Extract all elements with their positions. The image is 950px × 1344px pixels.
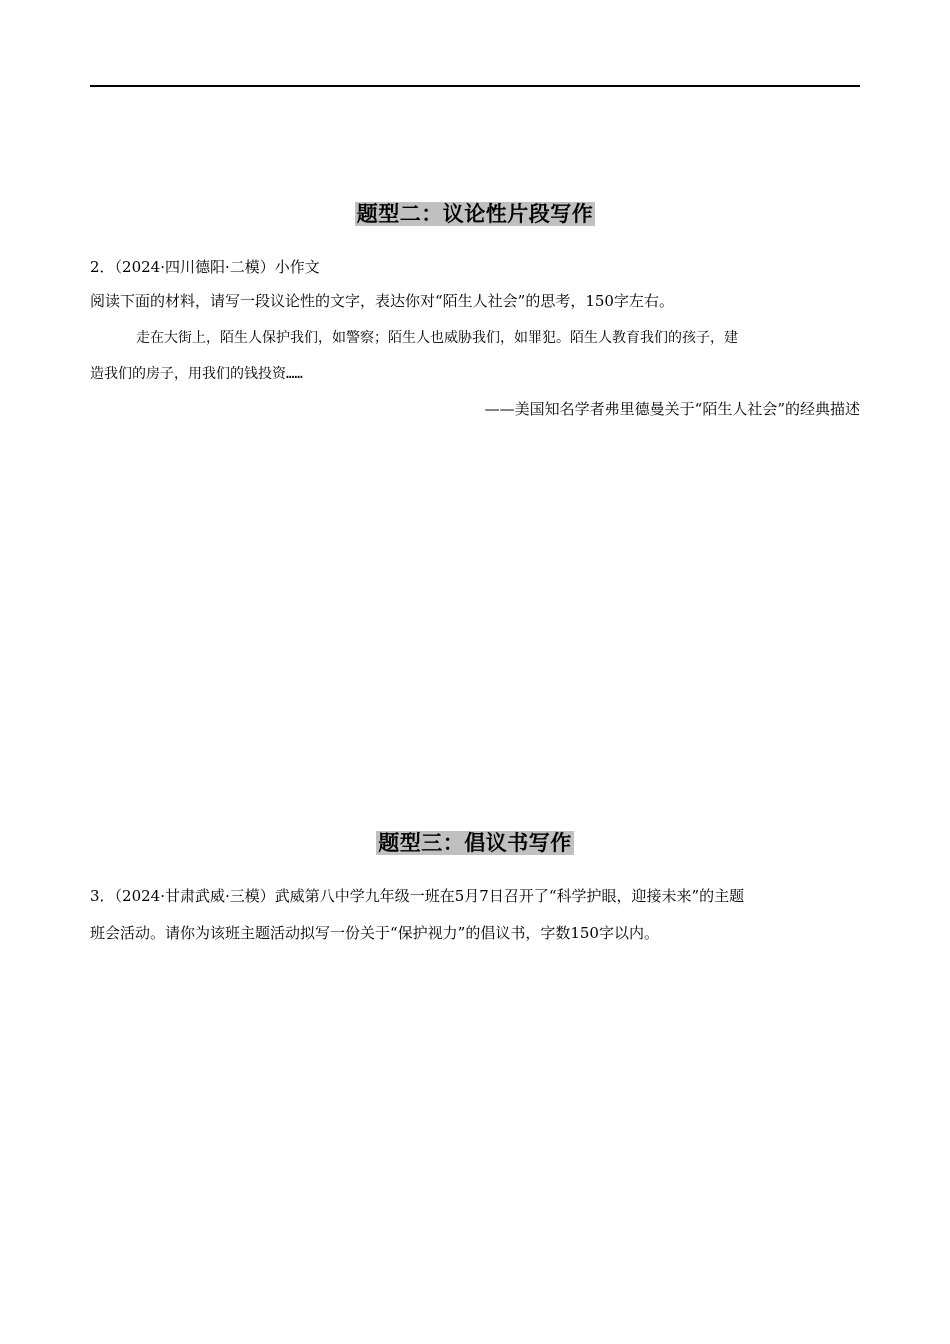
quote-line-1: 走在大街上，陌生人保护我们，如警察；陌生人也威胁我们，如罪犯。陌生人教育我们的孩子，建 [136, 330, 738, 346]
section-heading-text: 题型三：倡议书写作 [378, 831, 572, 855]
question-2-source: 2．（2024·四川德阳·二模）小作文 [90, 258, 320, 276]
quote-line-2: 造我们的房子，用我们的钱投资…… [90, 366, 303, 382]
header-rule [90, 85, 860, 87]
question-2-instruction: 阅读下面的材料，请写一段议论性的文字，表达你对“陌生人社会”的思考，150字左右。 [90, 292, 674, 310]
section-heading-text: 题型二：议论性片段写作 [356, 202, 594, 226]
section-heading-proposal [0, 828, 950, 858]
quote-attribution: ——美国知名学者弗里德曼关于“陌生人社会”的经典描述 [484, 400, 860, 418]
question-3-line-1: 3．（2024·甘肃武威·三模）武威第八中学九年级一班在5月7日召开了“科学护眼，迎接未来”的主题 [90, 887, 745, 905]
section-heading-argumentative [0, 199, 950, 229]
question-3-line-2: 班会活动。请你为该班主题活动拟写一份关于“保护视力”的倡议书，字数150字以内。 [90, 924, 659, 942]
